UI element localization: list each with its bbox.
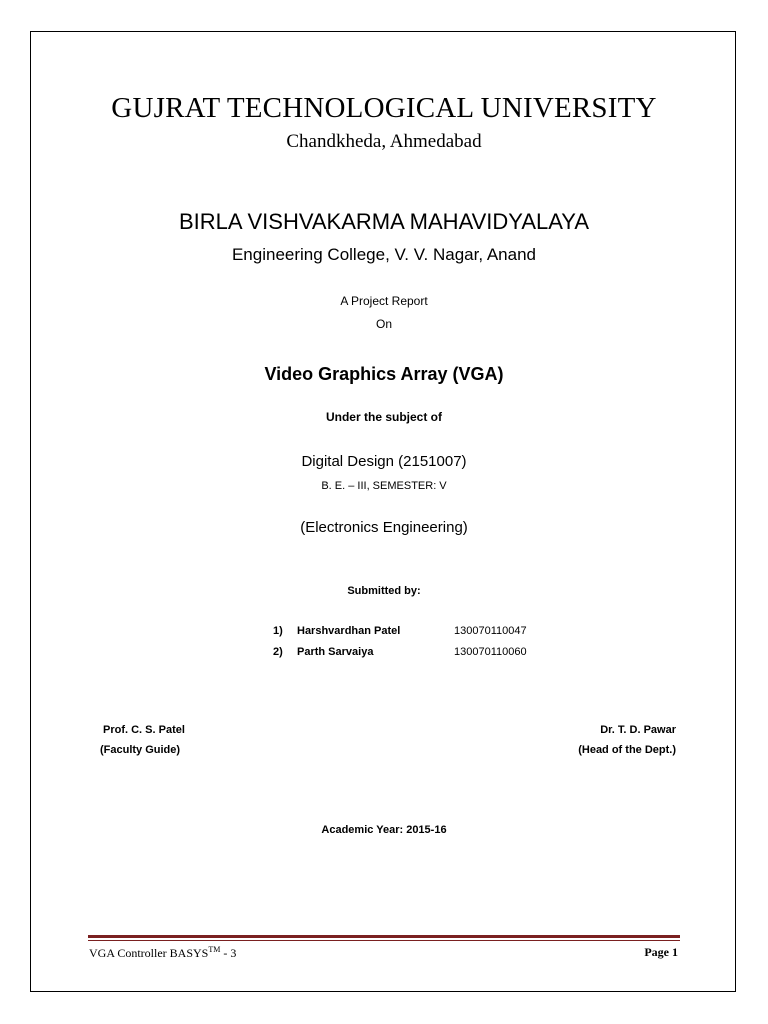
- semester-info: B. E. – III, SEMESTER: V: [321, 480, 447, 492]
- student-name: Harshvardhan Patel: [297, 625, 401, 637]
- branch-name: (Electronics Engineering): [300, 519, 468, 536]
- student-enrollment: 130070110060: [454, 646, 527, 658]
- hod-name: Dr. T. D. Pawar: [600, 724, 676, 736]
- guide-name: Prof. C. S. Patel: [103, 724, 185, 736]
- page-border: [30, 31, 736, 992]
- submitted-by-label: Submitted by:: [347, 585, 421, 597]
- university-location: Chandkheda, Ahmedabad: [286, 131, 482, 152]
- report-title: Video Graphics Array (VGA): [264, 364, 504, 384]
- under-subject-label: Under the subject of: [325, 410, 442, 424]
- footer-doc-title: VGA Controller BASYS™ - 3: [89, 945, 237, 960]
- report-on: On: [375, 317, 392, 331]
- page-number: Page 1: [644, 945, 678, 959]
- college-name: BIRLA VISHVAKARMA MAHAVIDYALAYA: [179, 209, 589, 234]
- student-enrollment: 130070110047: [454, 625, 527, 637]
- guide-role: (Faculty Guide): [100, 744, 181, 756]
- student-number: 1): [273, 625, 283, 637]
- subject-name: Digital Design (2151007): [301, 453, 467, 470]
- report-type: A Project Report: [340, 294, 428, 308]
- hod-role: (Head of the Dept.): [578, 744, 676, 756]
- university-name: GUJRAT TECHNOLOGICAL UNIVERSITY: [111, 92, 657, 124]
- student-number: 2): [273, 646, 283, 658]
- student-name: Parth Sarvaiya: [297, 646, 374, 658]
- footer-rule-thick: [88, 935, 680, 938]
- academic-year: Academic Year: 2015-16: [321, 824, 447, 836]
- footer-rule-thin: [88, 940, 680, 941]
- college-subtitle: Engineering College, V. V. Nagar, Anand: [231, 245, 537, 264]
